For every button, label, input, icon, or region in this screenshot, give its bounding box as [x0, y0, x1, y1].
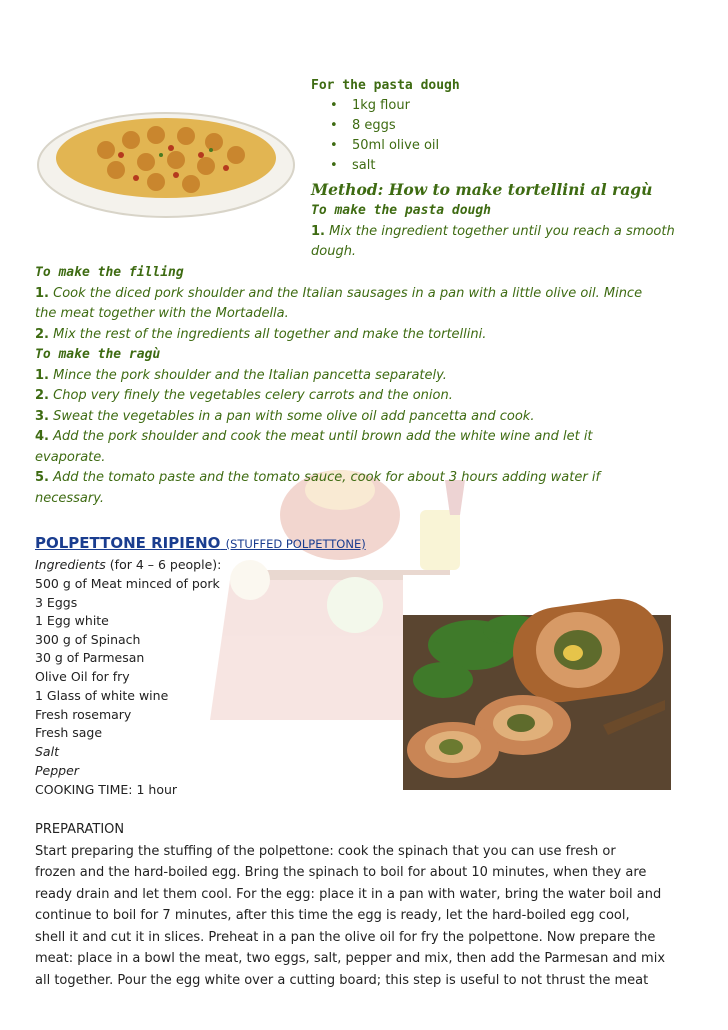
- ingredient-item: Fresh sage: [35, 725, 103, 740]
- ingredient-item: 1 Glass of white wine: [35, 688, 169, 703]
- list-item: • 1kg flour: [330, 96, 439, 116]
- filling-heading: To make the filling: [35, 265, 184, 280]
- preparation-line: shell it and cut it in slices. Preheat in a pan the olive oil for fry the polpettone. Now prepare the: [35, 930, 656, 945]
- ragu-step-1: 1. Mince the pork shoulder and the Italian pancetta separately.: [35, 368, 447, 383]
- preparation-line: ready drain and let them cool. For the egg: place it in a pan with water, bring the water boil and: [35, 887, 662, 902]
- filling-step-2: 2. Mix the rest of the ingredients all together and make the tortellini.: [35, 327, 487, 342]
- filling-step-1-cont: the meat together with the Mortadella.: [35, 306, 289, 321]
- preparation-line: all together. Pour the egg white over a cutting board; this step is useful to not thrust the meat: [35, 973, 649, 988]
- ingredients-heading: Ingredients (for 4 – 6 people):: [35, 557, 222, 572]
- pasta-dough-ingredients-list: [330, 96, 439, 176]
- ingredient-item: 30 g of Parmesan: [35, 650, 145, 665]
- ragu-step-3: 3. Sweat the vegetables in a pan with some olive oil add pancetta and cook.: [35, 409, 535, 424]
- ingredient-item: Pepper: [35, 763, 79, 778]
- polpettone-title: POLPETTONE RIPIENO (STUFFED POLPETTONE): [35, 534, 366, 552]
- ingredient-item: Fresh rosemary: [35, 707, 132, 722]
- dough-step-1: 1. Mix the ingredient together until you reach a smooth: [311, 224, 675, 239]
- preparation-line: continue to boil for 7 minutes, after this time the egg is ready, let the hard-boiled egg cool,: [35, 908, 630, 923]
- ingredient-item: 300 g of Spinach: [35, 632, 141, 647]
- preparation-line: meat: place in a bowl the meat, two eggs, salt, pepper and mix, then add the Parmesan and mix: [35, 951, 666, 966]
- ingredient-item: Salt: [35, 744, 59, 759]
- preparation-line: frozen and the hard-boiled egg. Bring the spinach to boil for about 10 minutes, when they are: [35, 865, 647, 880]
- ragu-step-5: 5. Add the tomato paste and the tomato sauce, cook for about 3 hours adding water if: [35, 470, 601, 485]
- filling-step-1: 1. Cook the diced pork shoulder and the Italian sausages in a pan with a little olive oil. Mince: [35, 286, 643, 301]
- cooking-time: COOKING TIME: 1 hour: [35, 782, 178, 797]
- ingredient-item: Olive Oil for fry: [35, 669, 130, 684]
- list-item: • salt: [330, 156, 439, 176]
- pasta-dough-heading: For the pasta dough: [311, 78, 460, 93]
- ingredient-item: 3 Eggs: [35, 595, 78, 610]
- dough-step-1-cont: dough.: [311, 244, 357, 259]
- ragu-step-4: 4. Add the pork shoulder and cook the meat until brown add the white wine and let it: [35, 429, 593, 444]
- list-item: • 50ml olive oil: [330, 136, 439, 156]
- ragu-heading: To make the ragù: [35, 347, 161, 362]
- ingredient-item: 1 Egg white: [35, 613, 109, 628]
- polpettone-image: [403, 575, 671, 790]
- pasta-dough-method-heading: To make the pasta dough: [311, 203, 492, 218]
- list-item: • 8 eggs: [330, 116, 439, 136]
- preparation-heading: PREPARATION: [35, 822, 125, 837]
- ragu-step-4-cont: evaporate.: [35, 450, 106, 465]
- ragu-step-5-cont: necessary.: [35, 491, 105, 506]
- preparation-line: Start preparing the stuffing of the polpettone: cook the spinach that you can use fresh or: [35, 844, 616, 859]
- tortellini-bowl-image: [36, 100, 296, 220]
- ragu-step-2: 2. Chop very finely the vegetables celery carrots and the onion.: [35, 388, 453, 403]
- method-title: Method: How to make tortellini al ragù: [311, 180, 653, 199]
- ingredient-item: 500 g of Meat minced of pork: [35, 576, 220, 591]
